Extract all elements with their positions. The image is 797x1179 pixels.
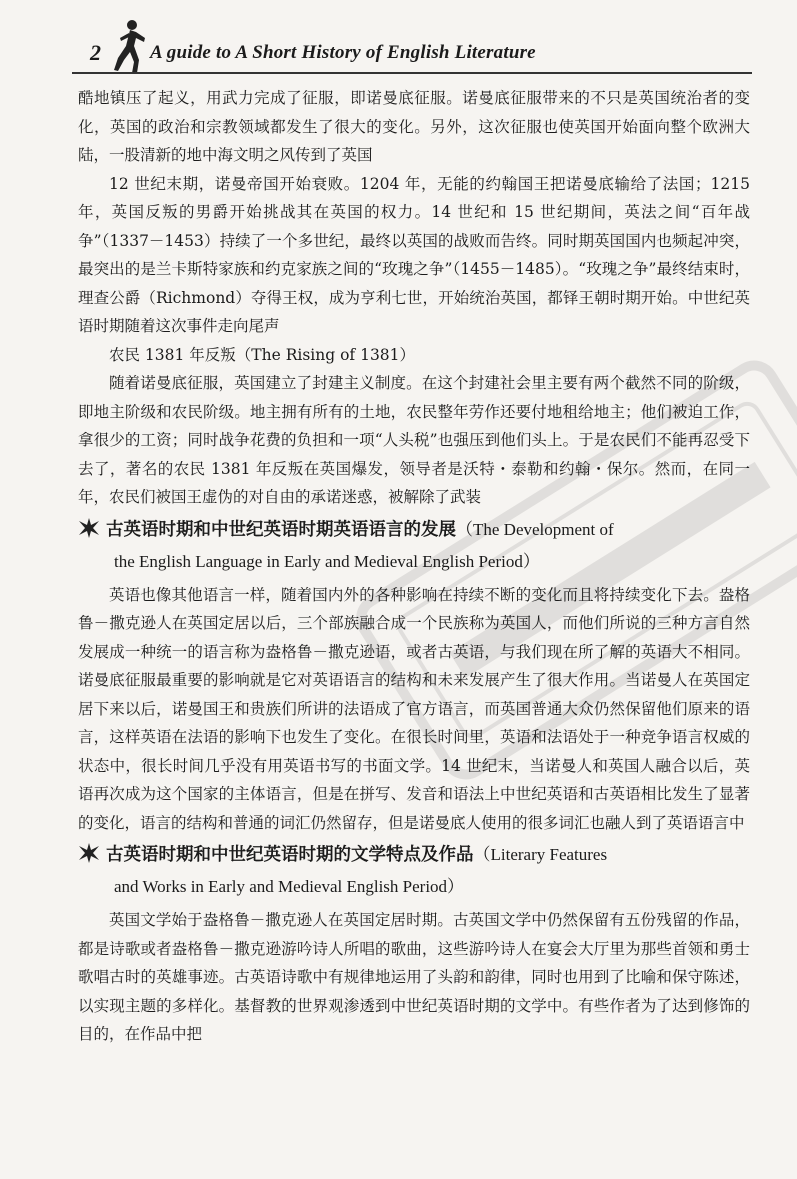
paragraph-4: 英语也像其他语言一样，随着国内外的各种影响在持续不断的变化而且将持续变化下去。盎格鲁－撒克逊人在英国定居以后，三个部族融合成一个民族称为英国人，而他们所说的三种方言自然发展成一种统一的语言称为盎格鲁－撒克逊语，或者古英语，与我们现在所了解的英语大不相同。诺曼底征服最重要的影响就是它对英语语言的结构和未来发展产生了很大作用。当诺曼人在英国定居下来以后，诺曼国王和贵族们所讲的法语成了官方语言，而英国普通大众仍然保留他们原来的语言，这样英语在法语的影响下也发生了变化。在很长时间里，英语和法语处于一种竞争语言权威的状态中，很长时间几乎没有用英语书写的书面文学。14 世纪末，当诺曼人和英国人融合以后，英语再次成为这个国家的主体语言，但是在拼写、发音和语法上中世纪英语和古英语相比发生了显著的变化，语言的结构和普通的词汇仍然留存，但是诺曼底人使用的很多词汇也融人到了英语语言中 [78,585,750,832]
section-title-en: （Literary Features [473,845,608,864]
section-heading-language-development [78,514,750,577]
running-figure-icon [112,18,148,74]
paragraph-1: 酷地镇压了起义，用武力完成了征服，即诺曼底征服。诺曼底征服带来的不只是英国统治者的变化，英国的政治和宗教领域都发生了很大的变化。另外，这次征服也使英国开始面向整个欧洲大陆，一股清新的地中海文明之风传到了英国 [78,89,750,164]
subheading-rising-1381: 农民 1381 年反叛（The Rising of 1381） [109,345,416,364]
paragraph-2: 12 世纪末期，诺曼帝国开始衰败。1204 年，无能的约翰国王把诺曼底输给了法国；1215 年，英国反叛的男爵开始挑战其在英国的权力。14 世纪和 15 世纪期间，英法之间“百年战争”（1337－1453）持续了一个多世纪，最终以英国的战败而告终。同时期英国国内也频起冲突，最突出的是兰卡斯特家族和约克家族之间的“玫瑰之争”（1455－1485）。“玫瑰之争”最终结束时，理查公爵（Richmond）夺得王权，成为亨利七世，开始统治英国，都铎王朝时期开始。中世纪英语时期随着这次事件走向尾声 [78,174,750,335]
section-title-en: （The Development of [456,519,614,539]
running-title: A guide to A Short History of English Literature [150,42,536,63]
paragraph-3: 随着诺曼底征服，英国建立了封建主义制度。在这个封建社会里主要有两个截然不同的阶级，即地主阶级和农民阶级。地主拥有所有的土地，农民整年劳作还要付地租给地主；他们被迫工作，拿很少的工资；同时战争花费的负担和一项“人头税”也强压到他们头上。于是农民们不能再忍受下去了，著名的农民 1381 年反叛在英国爆发，领导者是沃特・泰勒和约翰・保尔。然而，在同一年，农民们被国王虚伪的对自由的承诺迷惑，被解除了武装 [78,374,750,506]
section-title-zh: 古英语时期和中世纪英语时期的文学特点及作品 [106,845,474,865]
cross-ornament-icon [78,517,100,539]
header-rule [72,72,752,74]
cross-ornament-icon [78,842,100,864]
section-heading-literary-features [78,839,750,902]
section-title-en-cont: the English Language in Early and Medieval English Period） [114,551,540,571]
section-title-en-cont: and Works in Early and Medieval English Period） [114,877,465,896]
page-body [78,84,750,1049]
section-title-zh: 古英语时期和中世纪英语时期英语语言的发展 [106,519,456,540]
paragraph-5: 英国文学始于盎格鲁－撒克逊人在英国定居时期。古英国文学中仍然保留有五份残留的作品，都是诗歌或者盎格鲁－撒克逊游吟诗人所唱的歌曲，这些游吟诗人在宴会大厅里为那些首领和勇士歌唱古时的英雄事迹。古英语诗歌中有规律地运用了头韵和韵律，同时也用到了比喻和保守陈述，以实现主题的多样化。基督教的世界观渗透到中世纪英语时期的文学中。有些作者为了达到修饰的目的，在作品中把 [78,911,750,1043]
page-header [72,18,752,74]
page-number: 2 [90,40,101,65]
